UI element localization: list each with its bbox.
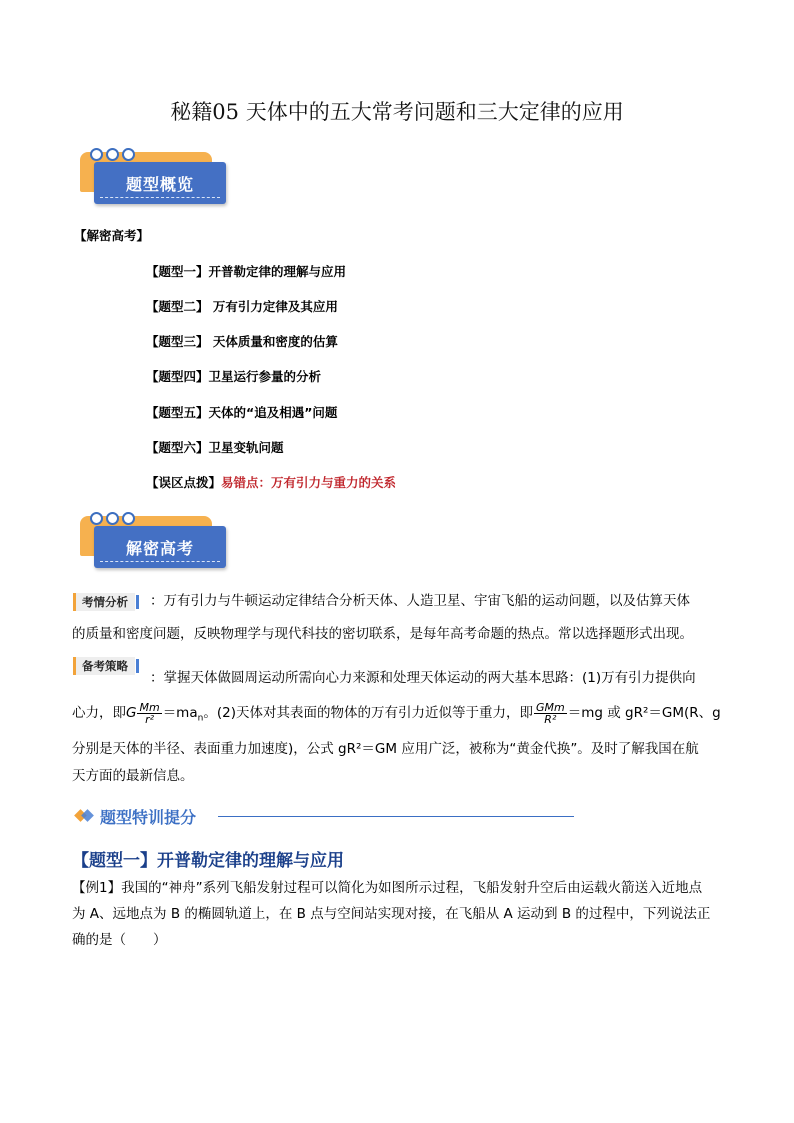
type1-heading: 【题型一】开普勒定律的理解与应用 xyxy=(72,851,344,871)
gravity-constant: G xyxy=(126,705,137,721)
beikao-tag: 备考策略 xyxy=(73,657,135,675)
fraction-denominator: R² xyxy=(544,712,557,726)
beikao-line1: ：掌握天体做圆周运动所需向心力来源和处理天体运动的两大基本思路：(1)万有引力提供向 xyxy=(150,670,696,686)
divider xyxy=(218,816,574,817)
ring-icon xyxy=(90,148,103,161)
section-heading xyxy=(100,805,196,828)
beikao-line4: 天方面的最新信息。 xyxy=(72,768,194,784)
fraction-denominator: r² xyxy=(145,712,155,726)
list-item: 【题型一】开普勒定律的理解与应用 xyxy=(146,264,347,279)
example-line3: 确的是（ ） xyxy=(72,932,167,948)
overview-banner xyxy=(80,148,226,206)
misc-item xyxy=(146,473,396,491)
jiemi-banner xyxy=(80,512,226,570)
beikao-text: 心力，即 xyxy=(72,705,126,721)
list-item: 【题型五】天体的“追及相遇”问题 xyxy=(146,405,338,420)
ring-icon xyxy=(122,148,135,161)
ring-icon xyxy=(90,512,103,525)
ring-icon xyxy=(122,512,135,525)
example-line1: 【例1】我国的“神舟”系列飞船发射过程可以简化为如图所示过程，飞船发射升空后由运载火箭送入近地点 xyxy=(72,880,703,896)
overview-banner-label: 题型概览 xyxy=(125,175,194,194)
beikao-text: ＝ma xyxy=(162,705,198,721)
kaoqing-tag: 考情分析 xyxy=(73,593,135,611)
section-label: 题型特训提分 xyxy=(100,808,197,827)
beikao-text: ＝mg 或 gR²＝GM(R、g xyxy=(567,705,721,721)
list-item: 【题型三】 天体质量和密度的估算 xyxy=(146,334,338,349)
misc-highlight: 易错点：万有引力与重力的关系 xyxy=(221,475,397,490)
list-item: 【题型二】 万有引力定律及其应用 xyxy=(146,299,338,314)
beikao-text: 。(2)天体对其表面的物体的万有引力近似等于重力，即 xyxy=(203,705,533,721)
list-item: 【题型四】卫星运行参量的分析 xyxy=(146,369,322,384)
fraction-numerator: Mm xyxy=(139,700,160,714)
jiemi-banner-label: 解密高考 xyxy=(125,539,194,558)
ring-icon xyxy=(106,148,119,161)
jiemi-label: 【解密高考】 xyxy=(74,228,150,243)
page-title: 秘籍05 天体中的五大常考问题和三大定律的应用 xyxy=(170,100,624,124)
example-line2: 为 A、远地点为 B 的椭圆轨道上，在 B 点与空间站实现对接，在飞船从 A 运动到 B 的过程中，下列说法正 xyxy=(72,906,711,922)
misc-prefix: 【误区点拨】 xyxy=(146,475,222,490)
formula-fraction xyxy=(137,702,161,725)
list-item: 【题型六】卫星变轨问题 xyxy=(146,440,284,455)
ring-icon xyxy=(106,512,119,525)
beikao-line3: 分别是天体的半径、表面重力加速度)，公式 gR²＝GM 应用广泛，被称为“黄金代换”。及时了解我国在航 xyxy=(72,741,699,757)
subscript: n xyxy=(197,713,204,724)
kaoqing-line2: 的质量和密度问题，反映物理学与现代科技的密切联系，是每年高考命题的热点。常以选择题形式出现。 xyxy=(72,626,693,642)
formula-fraction xyxy=(534,702,567,725)
fraction-numerator: GMm xyxy=(535,700,565,714)
kaoqing-line1: ：万有引力与牛顿运动定律结合分析天体、人造卫星、宇宙飞船的运动问题，以及估算天体 xyxy=(150,593,690,609)
beikao-line2 xyxy=(72,700,721,733)
